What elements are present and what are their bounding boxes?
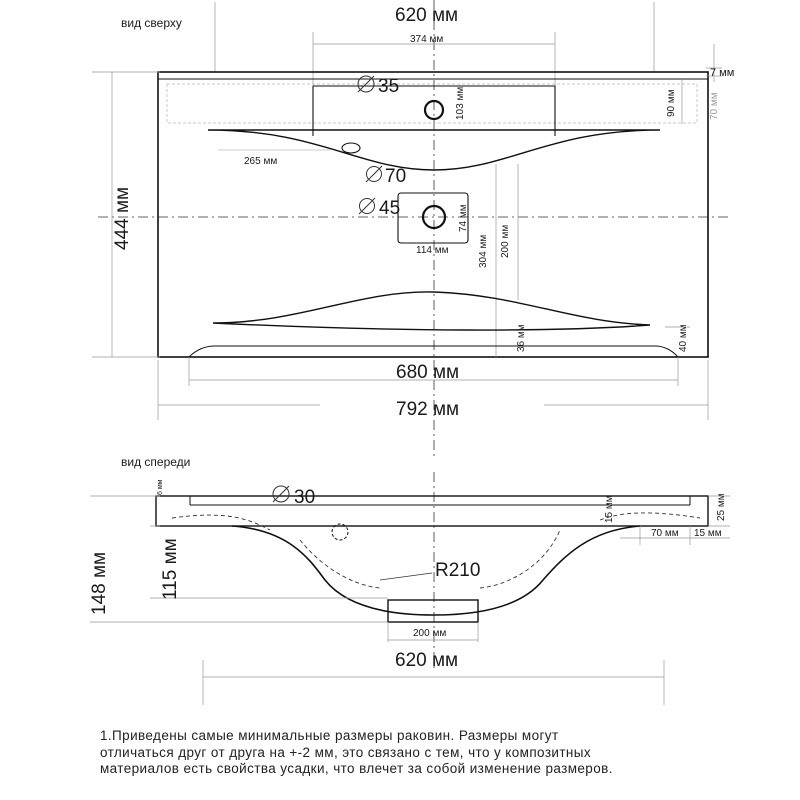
front-view bbox=[89, 455, 730, 705]
dim-304-label: 304 мм bbox=[478, 234, 489, 268]
basin-outline-top bbox=[158, 72, 708, 357]
dim-15-front-label: 15 мм bbox=[694, 528, 722, 539]
dim-115-label: 115 мм bbox=[160, 538, 181, 600]
dim-overflow-30-label: 30 bbox=[294, 487, 316, 508]
dim-70-label: 70 мм bbox=[709, 92, 720, 120]
note-text bbox=[100, 728, 780, 778]
dim-35-label: 35 bbox=[378, 76, 400, 97]
dim-620-label: 620 мм bbox=[395, 5, 459, 26]
dim-444-label: 444 мм bbox=[112, 186, 133, 250]
dim-374-label: 374 мм bbox=[410, 34, 444, 45]
dim-74-label: 74 мм bbox=[458, 204, 469, 232]
countertop-slab bbox=[156, 496, 708, 526]
front-view-label: вид спереди bbox=[121, 455, 191, 469]
dim-620-front-label: 620 мм bbox=[395, 650, 459, 671]
dim-148-label: 148 мм bbox=[89, 551, 110, 615]
dim-25-label: 25 мм bbox=[716, 493, 727, 521]
bowl-lower-curve bbox=[213, 292, 650, 330]
drain-spigot bbox=[388, 600, 478, 622]
top-view-label: вид сверху bbox=[121, 16, 182, 30]
dim-103-label: 103 мм bbox=[455, 86, 466, 120]
note-line-2: отличаться друг от друга на +-2 мм, это связано с тем, что у композитных bbox=[100, 744, 592, 760]
dim-36-label: 36 мм bbox=[516, 324, 527, 352]
dim-90-label: 90 мм bbox=[666, 89, 677, 117]
dim-7-label: 7 мм bbox=[710, 67, 735, 79]
note-line-3: материалов есть свойства усадки, что влечет за собой изменение размеров. bbox=[100, 761, 613, 776]
radius-label: R210 bbox=[435, 560, 481, 581]
overflow-slot bbox=[342, 143, 360, 153]
dim-6-label: 6 мм bbox=[157, 479, 164, 495]
dim-114-label: 114 мм bbox=[416, 245, 449, 256]
dim-200-front-label: 200 мм bbox=[413, 628, 447, 639]
dim-680-label: 680 мм bbox=[396, 362, 460, 383]
dim-drain-70-label: 70 bbox=[385, 166, 407, 187]
dim-265-label: 265 мм bbox=[244, 156, 278, 167]
top-view bbox=[92, 0, 734, 460]
front-edge-curve bbox=[189, 346, 678, 357]
dim-200-label: 200 мм bbox=[500, 224, 511, 258]
dim-70-front-label: 70 мм bbox=[651, 528, 679, 539]
note-line-1: 1.Приведены самые минимальные размеры раковин. Размеры могут bbox=[100, 728, 559, 743]
dim-15-vertical-label: 15 мм bbox=[604, 495, 615, 523]
dim-drain-45-label: 45 bbox=[379, 198, 401, 219]
countertop-dashed-area bbox=[167, 84, 697, 123]
dim-40-label: 40 мм bbox=[678, 324, 689, 352]
dim-792-label: 792 мм bbox=[396, 399, 460, 420]
